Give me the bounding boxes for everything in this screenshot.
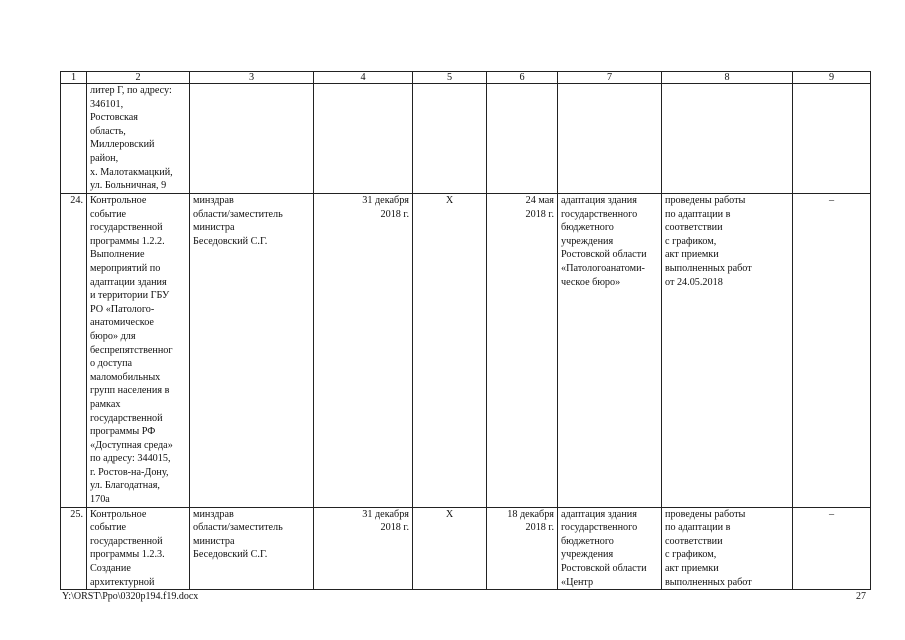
header-cell: 3: [190, 72, 314, 84]
note-cell: проведены работы по адаптации в соответствии с графиком, акт приемки выполненных работ от 24.05.2018: [662, 194, 793, 508]
col9-cell: –: [793, 507, 871, 590]
header-cell: 4: [314, 72, 413, 84]
header-cell: 1: [61, 72, 87, 84]
header-cell: 8: [662, 72, 793, 84]
footer-file-path: Y:\ORST\Ppo\0320p194.f19.docx: [62, 591, 199, 602]
responsible-cell: [190, 84, 314, 194]
col9-cell: –: [793, 194, 871, 508]
table-row: [61, 84, 871, 194]
header-cell: 2: [87, 72, 190, 84]
row-number: [61, 84, 87, 194]
responsible-cell: минздрав области/заместитель министра Беседовский С.Г.: [190, 507, 314, 590]
plan-date-cell: 31 декабря 2018 г.: [314, 194, 413, 508]
table-row: [61, 194, 871, 508]
plan-date-cell: [314, 84, 413, 194]
note-cell: [662, 84, 793, 194]
header-row: [61, 72, 871, 84]
header-cell: 5: [413, 72, 487, 84]
col5-cell: X: [413, 507, 487, 590]
fact-date-cell: 24 мая 2018 г.: [487, 194, 558, 508]
row-number: 25.: [61, 507, 87, 590]
fact-date-cell: 18 декабря 2018 г.: [487, 507, 558, 590]
col9-cell: [793, 84, 871, 194]
col5-cell: X: [413, 194, 487, 508]
header-cell: 9: [793, 72, 871, 84]
result-cell: адаптация здания государственного бюджетного учреждения Ростовской области «Центр: [558, 507, 662, 590]
report-table: [60, 71, 871, 590]
row-number: 24.: [61, 194, 87, 508]
result-cell: адаптация здания государственного бюджетного учреждения Ростовской области «Патологоанатоми- ческое бюро»: [558, 194, 662, 508]
header-cell: 7: [558, 72, 662, 84]
header-cell: 6: [487, 72, 558, 84]
event-cell: литер Г, по адресу: 346101, Ростовская область, Миллеровский район, х. Малотакмацкий, ул. Больничная, 9: [87, 84, 190, 194]
table-row: [61, 507, 871, 590]
page-number: 27: [856, 591, 866, 602]
fact-date-cell: [487, 84, 558, 194]
result-cell: [558, 84, 662, 194]
note-cell: проведены работы по адаптации в соответствии с графиком, акт приемки выполненных работ: [662, 507, 793, 590]
event-cell: Контрольное событие государственной программы 1.2.3. Создание архитектурной: [87, 507, 190, 590]
responsible-cell: минздрав области/заместитель министра Беседовский С.Г.: [190, 194, 314, 508]
plan-date-cell: 31 декабря 2018 г.: [314, 507, 413, 590]
col5-cell: [413, 84, 487, 194]
event-cell: Контрольное событие государственной программы 1.2.2. Выполнение мероприятий по адаптации здания и территории ГБУ РО «Патолого- анатомическое бюро» для беспрепятственног о доступа маломобильных групп населения в рамках государственной программы РФ «Доступная среда» по адресу: 344015, г. Ростов-на-Дону, ул. Благодатная, 170а: [87, 194, 190, 508]
